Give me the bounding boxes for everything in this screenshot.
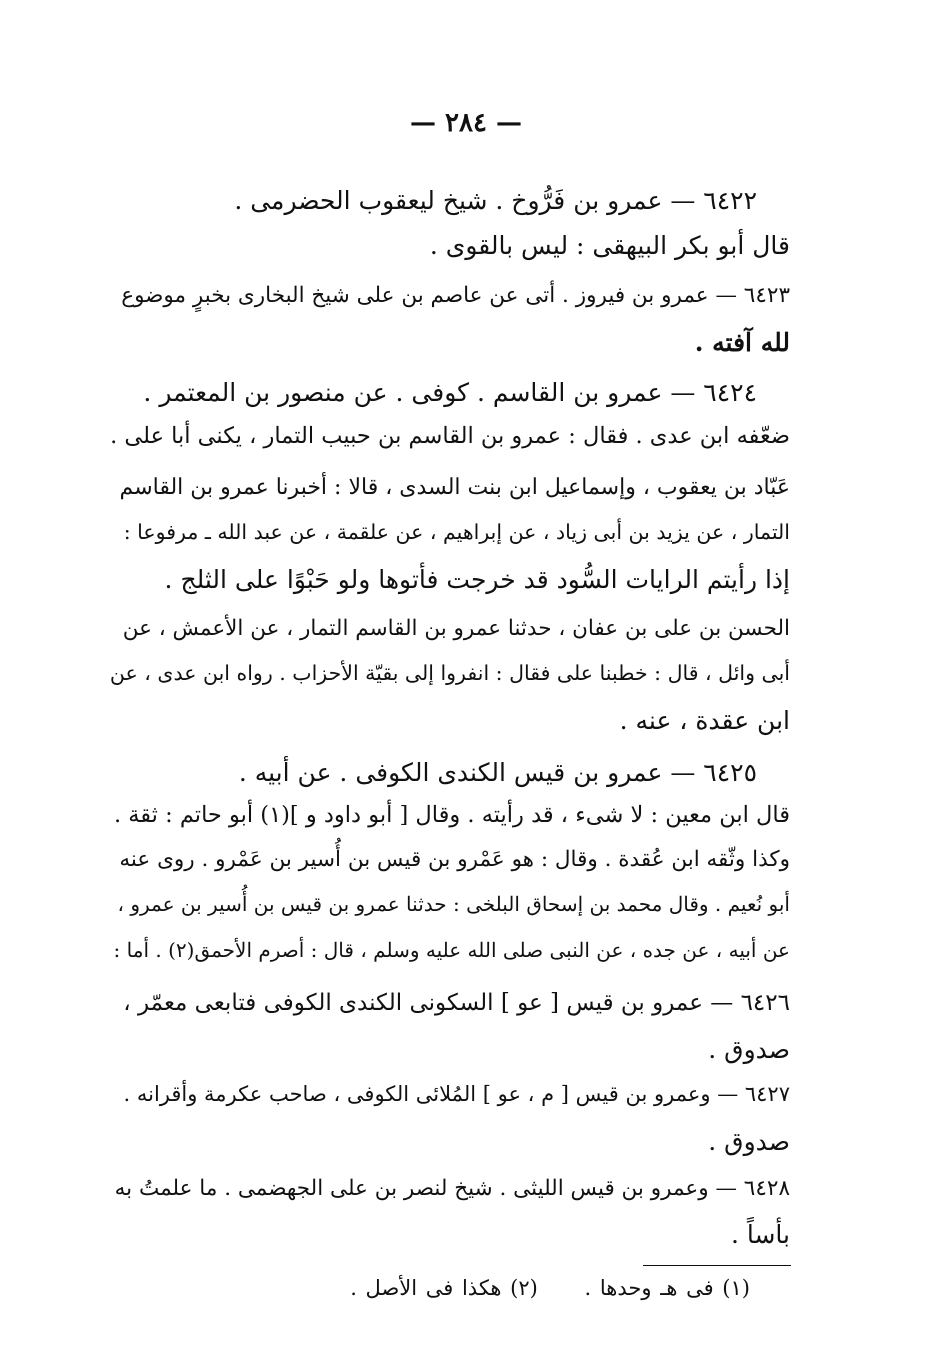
entry-6427-heading: ٦٤٢٧ — وعمرو بن قيس [ م ، عو ] المُلائى الكوفى ، صاحب عكرمة وأقرانه . (123, 1082, 790, 1106)
text-line: الحسن بن على بن عفان ، حدثنا عمرو بن القاسم التمار ، عن الأعمش ، عن (122, 616, 790, 641)
entry-6423-heading: ٦٤٢٣ — عمرو بن فيروز . أتى عن عاصم بن على شيخ البخارى بخبرٍ موضوع (121, 283, 790, 308)
footnote-1: (١) فى هـ وحدها . (584, 1276, 750, 1300)
text-line: إذا رأيتم الرايات السُّود قد خرجت فأتوها ولو حَبْوًا على الثلج . (164, 565, 790, 594)
text-line: التمار ، عن يزيد بن أبى زياد ، عن إبراهيم ، عن علقمة ، عن عبد الله ـ مرفوعا : (123, 520, 790, 544)
text-line: صدوق . (708, 1035, 790, 1064)
text-line: أبو نُعيم . وقال محمد بن إسحاق البلخى : حدثنا عمرو بن قيس بن أُسير بن عمرو ، (117, 892, 790, 916)
text-line: ضعّفه ابن عدى . فقال : عمرو بن القاسم بن حبيب التمار ، يكنى أبا على . (110, 423, 790, 449)
entry-6428-heading: ٦٤٢٨ — وعمرو بن قيس الليثى . شيخ لنصر بن على الجهضمى . ما علمتُ به (114, 1176, 790, 1201)
footnotes (312, 1276, 750, 1300)
text-line: عن أبيه ، عن جده ، عن النبى صلى الله عليه وسلم ، قال : أصرم الأحمق(٢) . أما : (113, 938, 790, 962)
entry-6426-heading: ٦٤٢٦ — عمرو بن قيس [ عو ] السكونى الكندى الكوفى فتابعى معمّر ، (123, 990, 790, 1016)
text-line: أبى وائل ، قال : خطبنا على فقال : انفروا إلى بقيّة الأحزاب . رواه ابن عدى ، عن (109, 661, 790, 685)
entry-6422-heading: ٦٤٢٢ — عمرو بن فَرُّوخ . شيخ ليعقوب الحضرمى . (234, 186, 757, 215)
text-line: قال أبو بكر البيهقى : ليس بالقوى . (429, 231, 790, 260)
page-number: — ٢٨٤ — (409, 108, 523, 138)
text-line: لله آفته . (694, 328, 790, 357)
entry-6424-heading: ٦٤٢٤ — عمرو بن القاسم . كوفى . عن منصور بن المعتمر . (143, 378, 757, 407)
text-line: عَبّاد بن يعقوب ، وإسماعيل ابن بنت السدى ، قالا : أخبرنا عمرو بن القاسم (119, 475, 790, 500)
footnote-separator (643, 1265, 791, 1266)
text-line: بأساً . (730, 1220, 790, 1249)
text-line: ابن عقدة ، عنه . (619, 706, 790, 735)
entry-6425-heading: ٦٤٢٥ — عمرو بن قيس الكندى الكوفى . عن أبيه . (238, 758, 757, 787)
text-line: صدوق . (708, 1127, 790, 1156)
text-line: قال ابن معين : لا شىء ، قد رأيته . وقال [ أبو داود و ](١) أبو حاتم : ثقة . (113, 802, 790, 828)
text-line: وكذا وثّقه ابن عُقدة . وقال : هو عَمْرو بن قيس بن أُسير بن عَمْرو . روى عنه (119, 847, 790, 872)
footnote-2: (٢) هكذا فى الأصل . (350, 1276, 538, 1300)
